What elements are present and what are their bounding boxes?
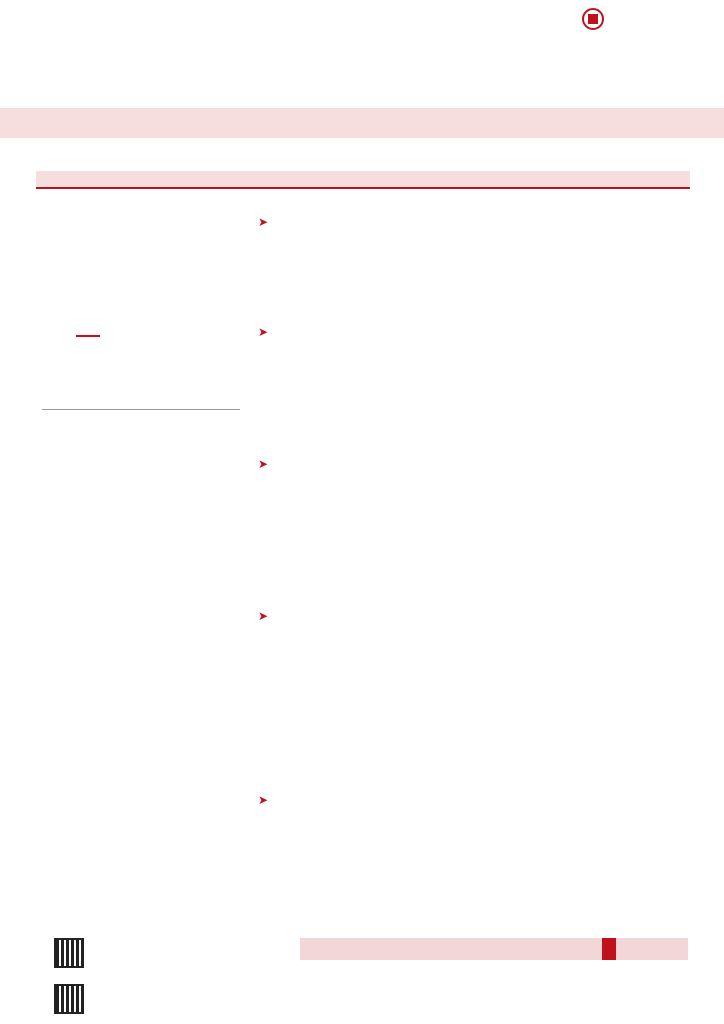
qr-code-icon-2 bbox=[54, 984, 84, 1014]
logo-icon bbox=[582, 8, 604, 30]
stock-table-header bbox=[42, 396, 240, 410]
bullet-arrow-icon: ➤ bbox=[258, 609, 269, 623]
paragraph-2 bbox=[258, 322, 688, 344]
paragraph-1 bbox=[258, 212, 688, 234]
paragraph-5 bbox=[258, 790, 688, 812]
qr-code-icon bbox=[54, 938, 84, 968]
paragraph-3 bbox=[258, 454, 688, 476]
date-bar bbox=[36, 171, 690, 189]
footer-bar bbox=[300, 938, 688, 960]
bullet-arrow-icon: ➤ bbox=[258, 325, 269, 339]
legend-swatch bbox=[76, 335, 100, 337]
company-logo bbox=[582, 8, 610, 30]
chart-legend bbox=[76, 335, 104, 337]
page-number bbox=[602, 938, 616, 960]
bullet-arrow-icon: ➤ bbox=[258, 215, 269, 229]
title-band bbox=[0, 108, 724, 138]
bullet-arrow-icon: ➤ bbox=[258, 793, 269, 807]
bullet-arrow-icon: ➤ bbox=[258, 457, 269, 471]
paragraph-4 bbox=[258, 606, 688, 628]
market-chart bbox=[40, 220, 240, 350]
